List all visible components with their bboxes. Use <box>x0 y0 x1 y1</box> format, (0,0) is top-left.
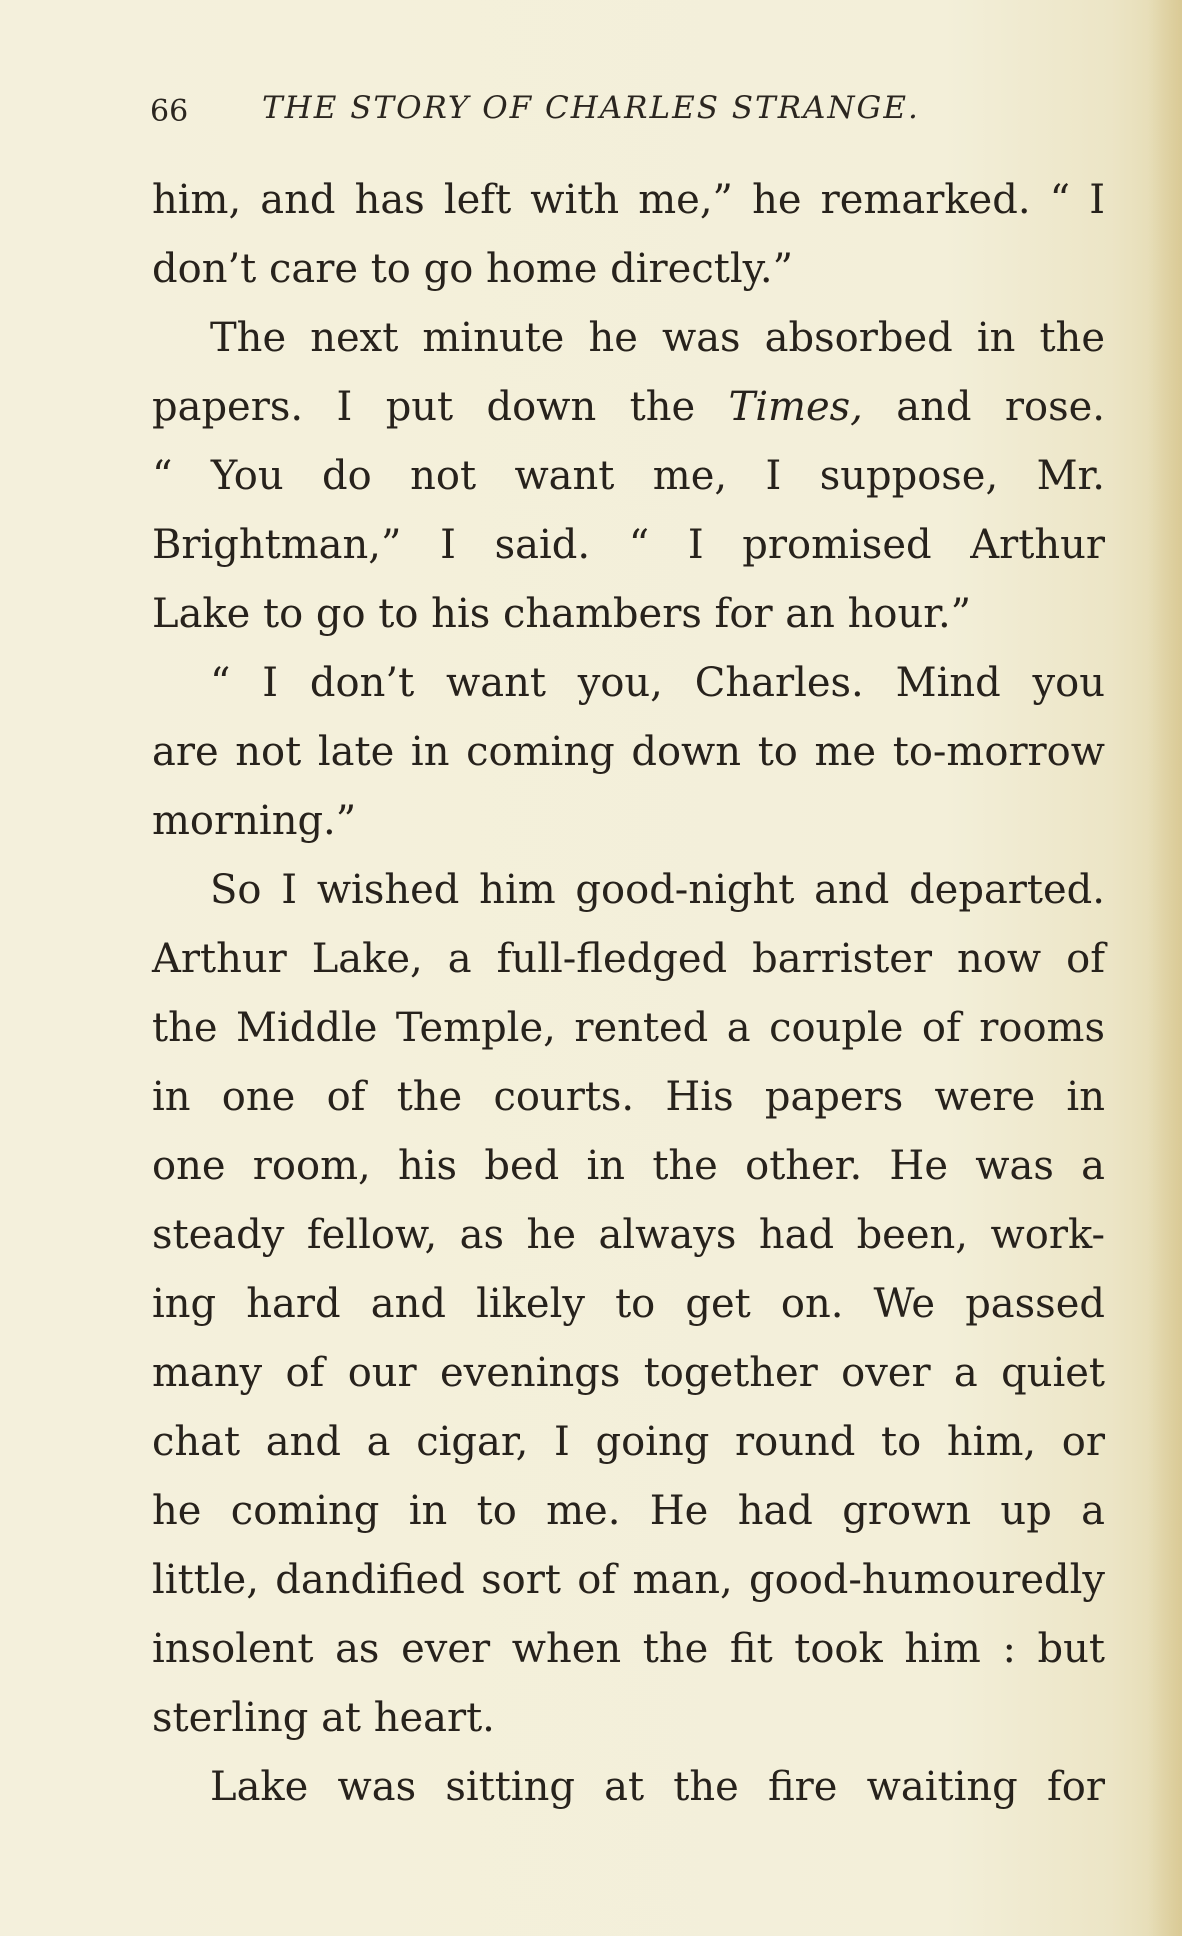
text-line: “ I don’t want you, Charles. Mind you <box>210 660 1105 706</box>
text-line: Lake to go to his chambers for an hour.” <box>152 591 972 637</box>
text-line-segment: papers. I put down the <box>152 384 729 430</box>
text-line <box>152 373 1105 442</box>
text-line: don’t care to go home directly.” <box>152 246 794 292</box>
text-line: steady fellow, as he always had been, work- <box>152 1212 1105 1258</box>
text-line: chat and a cigar, I going round to him, or <box>152 1419 1105 1465</box>
running-title: THE STORY OF CHARLES STRANGE. <box>262 90 920 126</box>
page-number: 66 <box>150 94 189 129</box>
page-edge-shading <box>1148 0 1182 1936</box>
body-text <box>152 166 1105 1822</box>
text-line-segment: and rose. <box>862 384 1106 430</box>
italic-title: Times, <box>728 384 863 430</box>
page-header <box>150 86 1010 136</box>
text-line: are not late in coming down to me to-morrow <box>152 729 1105 775</box>
text-line: the Middle Temple, rented a couple of rooms <box>152 1005 1105 1051</box>
text-line: Lake was sitting at the fire waiting for <box>210 1764 1105 1810</box>
text-line: sterling at heart. <box>152 1695 495 1741</box>
text-line: ing hard and likely to get on. We passed <box>152 1281 1105 1327</box>
text-line: many of our evenings together over a quiet <box>152 1350 1105 1396</box>
text-line: one room, his bed in the other. He was a <box>152 1143 1105 1189</box>
text-line: in one of the courts. His papers were in <box>152 1074 1105 1120</box>
text-line: little, dandified sort of man, good-humouredly <box>152 1557 1105 1603</box>
text-line: him, and has left with me,” he remarked. “ I <box>152 177 1105 223</box>
text-line: So I wished him good-night and departed. <box>210 867 1105 913</box>
text-line: Arthur Lake, a full-fledged barrister now of <box>152 936 1105 982</box>
text-line: morning.” <box>152 798 357 844</box>
text-line: insolent as ever when the fit took him : but <box>152 1626 1105 1672</box>
text-line: he coming in to me. He had grown up a <box>152 1488 1105 1534</box>
text-line: The next minute he was absorbed in the <box>210 315 1105 361</box>
text-line: “ You do not want me, I suppose, Mr. <box>152 453 1105 499</box>
text-line: Brightman,” I said. “ I promised Arthur <box>152 522 1105 568</box>
